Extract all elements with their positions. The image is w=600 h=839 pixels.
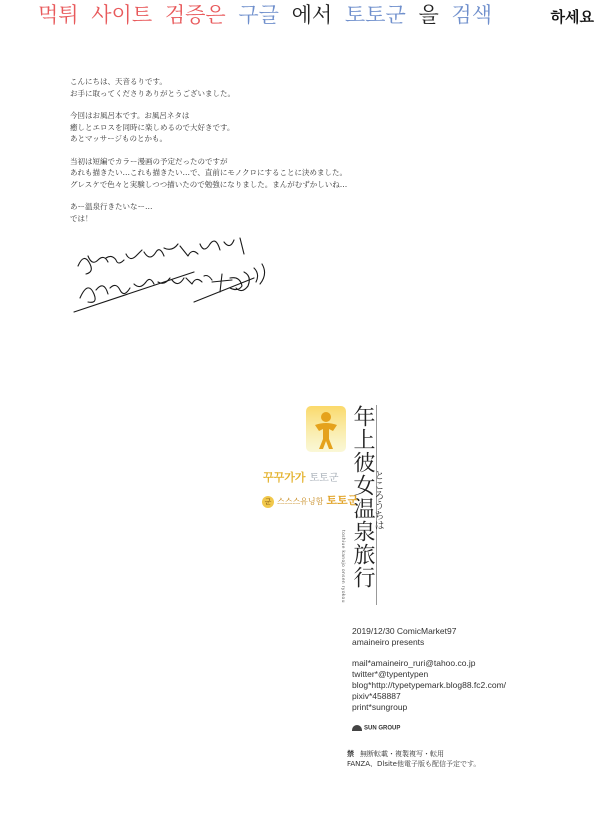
printer: print*sungroup	[352, 702, 408, 712]
handwritten-signature	[72, 232, 272, 324]
contact-mail: mail*amaineiro_ruri@tahoo.co.jp	[352, 658, 476, 668]
contact-twitter: twitter*@typentypen	[352, 669, 429, 679]
contact-blog: blog*http://typetypemark.blog88.fc2.com/	[352, 680, 507, 690]
event-date: 2019/12/30 ComicMarket97	[352, 626, 457, 636]
letter-paragraph	[70, 156, 370, 191]
letter-paragraph	[70, 201, 370, 224]
letter-paragraph	[70, 76, 370, 99]
banner-word: 먹튀	[38, 3, 79, 27]
letter-line: こんにちは、天音るりです。	[70, 77, 167, 86]
banner-word: 에서	[291, 3, 333, 27]
book-title: 年上彼女温泉旅行	[350, 405, 375, 589]
letter-line: あとマッサージものとかも。	[70, 134, 168, 143]
afterword-letter	[70, 76, 370, 235]
book-title-romaji: toshiue kanojo onsen ryokou	[340, 530, 345, 603]
colophon	[352, 626, 592, 713]
banner-word: 구글	[238, 3, 279, 27]
printer-logo-text: SUN GROUP	[364, 725, 401, 732]
watermark-logo-icon	[305, 405, 347, 453]
letter-paragraph	[70, 110, 370, 145]
letter-line: では！	[70, 213, 93, 223]
watermark-brand	[263, 469, 339, 485]
copyright-notice	[347, 749, 480, 769]
prohibit-mark: 禁	[347, 750, 354, 758]
watermark-brand-sub: 토토군	[309, 473, 339, 484]
banner-word: 검증은	[164, 3, 226, 27]
digital-notice: FANZA、Dlsite他電子版も配信予定です。	[347, 760, 481, 768]
letter-line: あー温泉行きたいなー…	[70, 202, 153, 211]
contact-pixiv: pixiv*458887	[352, 691, 401, 701]
banner-word: 사이트	[91, 3, 153, 27]
circle-name: amaineiro presents	[352, 637, 425, 647]
banner-word: 검색	[451, 3, 492, 27]
prohibit-text: 無断転載・複製複写・転用	[360, 750, 444, 758]
watermark-tag	[262, 492, 358, 508]
printer-logo	[352, 725, 400, 732]
promo-banner	[0, 0, 600, 34]
letter-line: グレスケで色々と実験しつつ描いたので勉強になりました。まんがむずかしいね…	[70, 179, 348, 189]
letter-line: お手に取ってくださりありがとうございました。	[70, 88, 235, 98]
banner-word: 토토군	[344, 3, 406, 27]
letter-line: 当初は短編でカラー漫画の予定だったのですが	[70, 156, 228, 166]
sun-icon	[352, 725, 362, 731]
watermark-brand-text: 꾸꾸가가	[263, 471, 306, 484]
watermark-tag-text: 스스스유닝함	[277, 497, 324, 506]
watermark-tag-bold: 토토군	[326, 494, 359, 507]
banner-word: 하세요	[550, 8, 594, 26]
letter-line: 今回はお風呂本です。お風呂ネタは	[70, 111, 190, 120]
watermark-tag-icon: 군	[262, 496, 274, 508]
letter-line: あれも描きたい…これも描きたい…で、直前にモノクロにすることに決めました。	[70, 168, 348, 177]
book-title-ruby: ところうちは	[372, 470, 383, 530]
letter-line: 癒しとエロスを同時に楽しめるので大好きです。	[70, 122, 235, 132]
banner-word: 을	[418, 3, 439, 27]
